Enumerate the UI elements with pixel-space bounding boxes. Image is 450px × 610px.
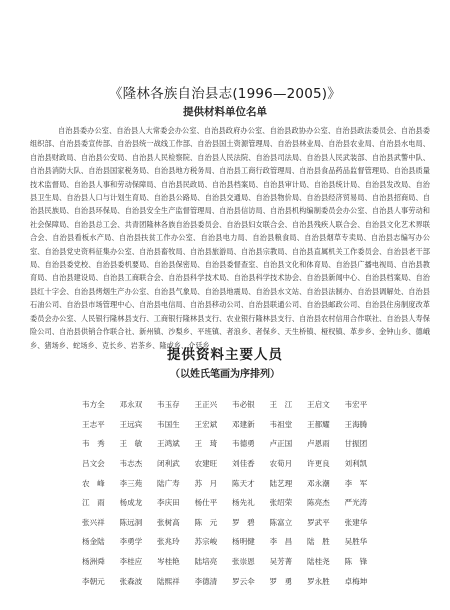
- people-row: [82, 552, 382, 572]
- person-name: 李 昌: [269, 537, 293, 547]
- person-name: 陆培亮: [194, 557, 218, 567]
- person-name: 陈富立: [269, 517, 293, 527]
- person-name: 韦宏平: [344, 400, 368, 410]
- person-name: 苏宗峻: [194, 537, 218, 547]
- person-name: 陈 元: [194, 517, 218, 527]
- person-name: 王海腾: [344, 419, 368, 429]
- person-name: 农荀月: [269, 459, 293, 469]
- person-name: 吕文会: [82, 459, 105, 469]
- person-name: 陈天才: [232, 478, 255, 488]
- person-name: 李庆田: [157, 498, 180, 508]
- person-name: 农 峰: [82, 478, 105, 488]
- person-name: 李朝元: [82, 576, 105, 586]
- people-list: [82, 395, 382, 591]
- person-name: 吴胜华: [344, 537, 368, 547]
- person-name: 韦 秀: [82, 439, 105, 449]
- person-name: 韦必银: [232, 400, 255, 410]
- person-name: 张树高: [157, 517, 180, 527]
- person-name: 杨明健: [232, 537, 255, 547]
- units-list-paragraph: 自治县委办公室、自治县人大常委会办公室、自治县政府办公室、自治县政协办公室、自治县政法委员会、自治县委组织部、自治县委宣传部、自治县统一战线工作部、自治县国土资源管理局、自治县林业局、自治县农业局、自治县水电局、自治县财政局、自治县公安局、自治县人民检察院、自治县人民法院、自治县司法局、自治县人民武装部、自治县武警中队、自治县消防大队、自治县国家税务局、自治县地方税务局、自治县工商行政管理局、自治县食品药品监督管理局、自治县质量技术监督局、自治县人事和劳动保障局、自治县民政局、自治县档案局、自治县审计局、自治县统计局、自治县发改局、自治县卫生局、自治县人口与计划生育局、自治县公路局、自治县交通局、自治县物价局、自治县经济贸易局、自治县招商局、自治县民族局、自治县环保局、自治县安全生产监督管理局、自治县信访局、自治县机构编制委员会办公室、自治县人事劳动和社会保障局、自治县总工会、共青团隆林各族自治县委员会、自治县妇女联合会、自治县残疾人联合会、自治县文化艺术界联合会、自治县看板水产局、自治县扶贫工作办公室、自治县电力局、自治县粮食局、自治县烟草专卖局、自治县志编写办公室、自治县党史资料征集办公室、自治县畜牧局、自治县旅游局、自治县宗教局、自治县直属机关工作委员会、自治县老干部局、自治县委党校、自治县委机要局、自治县保密局、自治县委督查室、自治县文化和体育局、自治县广播电视局、自治县教育局、自治县建设局、自治县工商联合会、自治县科学技术局、自治县科学技术协会、自治县新闻中心、自治县档案局、自治县红十字会、自治县烤烟生产办公室、自治县气象局、自治县地震局、自治县水文站、自治县法制办、自治县调解处、自治县石油公司、自治县市场管理中心、自治县电信局、自治县移动公司、自治县联通公司、自治县邮政公司、自治县住房制度改革委员会办公室、人民银行隆林县支行、工商银行隆林县支行、农业银行隆林县支行、自治县农村信用合作联社、自治县人寿保险公司、自治县供销合作联合社、新州镇、沙梨乡、平班镇、者浪乡、者保乡、天生桥镇、桠杈镇、革步乡、金钟山乡、德峨乡、猪场乡、蛇场乡、克长乡、岩茶乡、隆或乡、介廷乡: [30, 126, 430, 350]
- section-subtitle: （以姓氏笔画为序排列）: [170, 369, 280, 380]
- person-name: 陆桂尧: [307, 557, 330, 567]
- person-name: 王启文: [307, 400, 330, 410]
- person-name: 李桂应: [119, 557, 143, 567]
- people-row: [82, 454, 382, 474]
- person-name: 陈远洞: [119, 517, 143, 527]
- person-name: 张森波: [119, 576, 143, 586]
- person-name: 邓永潮: [307, 478, 330, 488]
- person-name: 陆广寿: [157, 478, 180, 488]
- people-row: [82, 513, 382, 533]
- person-name: 卢恩雨: [307, 439, 330, 449]
- person-name: 韦方全: [82, 400, 105, 410]
- person-name: 罗 勇: [269, 576, 293, 586]
- person-name: 卓梅坤: [344, 576, 368, 586]
- person-name: 杨成龙: [119, 498, 143, 508]
- page-subtitle: 提供材料单位名单: [183, 106, 267, 118]
- person-name: 刘佳香: [232, 459, 255, 469]
- person-name: 罗武平: [307, 517, 330, 527]
- section-title: 提供资料主要人员: [167, 347, 283, 363]
- people-row: [82, 473, 382, 493]
- person-name: 王鸿斌: [157, 439, 180, 449]
- people-row: [82, 493, 382, 513]
- people-row: [82, 434, 382, 454]
- person-name: 罗永胜: [307, 576, 330, 586]
- person-name: 韦国生: [157, 419, 180, 429]
- person-name: 许更良: [307, 459, 330, 469]
- person-name: 陆艺理: [269, 478, 293, 488]
- person-name: 邓建新: [232, 419, 255, 429]
- person-name: 陈 锋: [344, 557, 368, 567]
- person-name: 闭利武: [157, 459, 180, 469]
- person-name: 农建旺: [194, 459, 218, 469]
- person-name: 韦祖堂: [269, 419, 293, 429]
- person-name: 严光涛: [344, 498, 368, 508]
- person-name: 张建华: [344, 517, 368, 527]
- person-name: 苏 月: [194, 478, 218, 488]
- person-name: 韦德勇: [232, 439, 255, 449]
- person-name: 邓永双: [119, 400, 143, 410]
- person-name: 李三苑: [119, 478, 143, 488]
- person-name: 李勇学: [119, 537, 143, 547]
- person-name: 杨先礼: [232, 498, 255, 508]
- person-name: 罗云伞: [232, 576, 255, 586]
- person-name: 李德清: [194, 576, 218, 586]
- person-name: 王 敏: [119, 439, 143, 449]
- person-name: 王志平: [82, 419, 105, 429]
- person-name: 杨金陆: [82, 537, 105, 547]
- person-name: 韦志杰: [119, 459, 143, 469]
- person-name: 陆熙祥: [157, 576, 180, 586]
- person-name: 王宏斌: [194, 419, 218, 429]
- person-name: 吴芳菁: [269, 557, 293, 567]
- person-name: 罗 碧: [232, 517, 255, 527]
- person-name: 江 雨: [82, 498, 105, 508]
- person-name: 陆 胜: [307, 537, 330, 547]
- person-name: 杨洲舜: [82, 557, 105, 567]
- people-row: [82, 395, 382, 415]
- people-row: [82, 571, 382, 591]
- person-name: 王都耀: [307, 419, 330, 429]
- person-name: 卢正国: [269, 439, 293, 449]
- people-row: [82, 415, 382, 435]
- page-title: 《隆林各族自治县志(1996—2005)》: [109, 86, 341, 102]
- person-name: 张兴祥: [82, 517, 105, 527]
- person-name: 王远宾: [119, 419, 143, 429]
- person-name: 岑桂艳: [157, 557, 180, 567]
- person-name: 陈亮杰: [307, 498, 330, 508]
- person-name: 李 军: [344, 478, 368, 488]
- person-name: 张兆玲: [157, 537, 180, 547]
- person-name: 张崇恩: [232, 557, 255, 567]
- person-name: 张绍荣: [269, 498, 293, 508]
- person-name: 刘利凯: [344, 459, 368, 469]
- person-name: 甘振团: [344, 439, 368, 449]
- person-name: 王正兴: [194, 400, 218, 410]
- people-row: [82, 532, 382, 552]
- person-name: 韦玉存: [157, 400, 180, 410]
- person-name: 王 江: [269, 400, 293, 410]
- person-name: 王 琦: [194, 439, 218, 449]
- person-name: 杨仕平: [194, 498, 218, 508]
